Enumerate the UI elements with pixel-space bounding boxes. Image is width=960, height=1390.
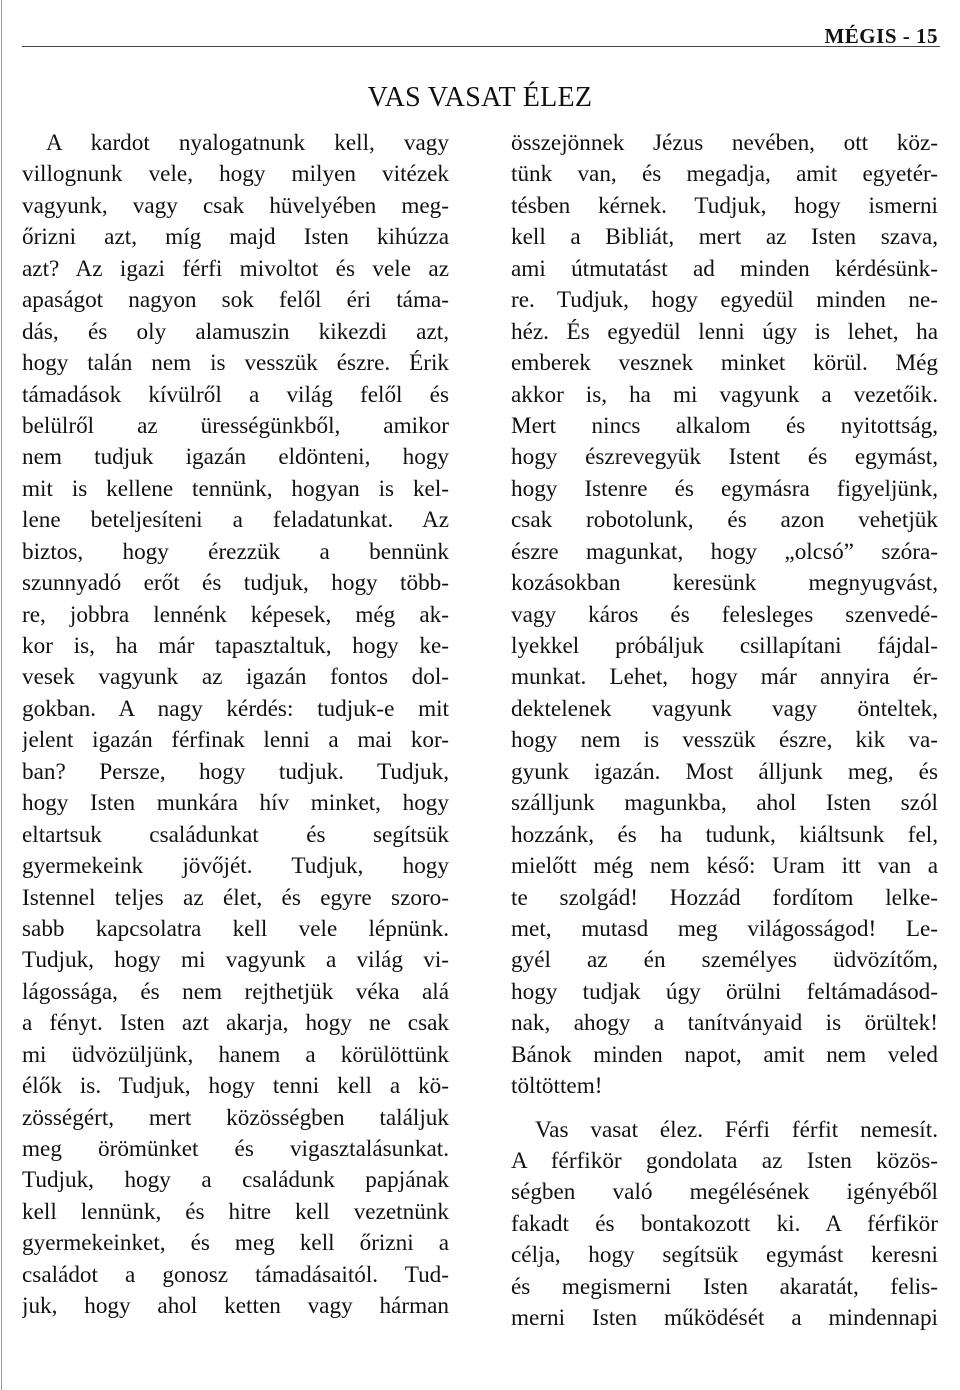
text-line: csak robotolunk, és azon vehetjük: [511, 507, 938, 534]
text-line: emberek vesznek minket körül. Még: [511, 350, 938, 377]
text-line: összejönnek Jézus nevében, ott köz-: [511, 130, 938, 156]
text-line: akkor is, ha mi vagyunk a vezetőik.: [511, 381, 938, 408]
text-line: támadások kívülről a világ felől és: [22, 381, 449, 408]
text-line: Tudjuk, hogy mi vagyunk a világ vi-: [22, 947, 449, 974]
text-line: munkat. Lehet, hogy már annyira ér-: [511, 664, 938, 691]
text-line: ségben való megélésének igényéből: [511, 1179, 938, 1206]
text-line: célja, hogy segítsük egymást keresni: [511, 1242, 938, 1269]
text-line: hogy észrevegyük Istent és egymást,: [511, 444, 938, 471]
text-line: őrizni azt, míg majd Isten kihúzza: [22, 224, 449, 251]
text-line: re. Tudjuk, hogy egyedül minden ne-: [511, 287, 938, 314]
text-line: tünk van, és megadja, amit egyetér-: [511, 161, 938, 188]
text-line: hogy talán nem is vesszük észre. Érik: [22, 350, 449, 377]
text-line: mit is kellene tennünk, hogyan is kel-: [22, 475, 449, 502]
text-line: juk, hogy ahol ketten vagy hárman: [22, 1293, 449, 1320]
text-line: belülről az ürességünkből, amikor: [22, 412, 449, 439]
text-line: szálljunk magunkba, ahol Isten szól: [511, 790, 938, 817]
text-line: merni Isten működését a mindennapi: [511, 1305, 938, 1332]
header-rule: [22, 46, 940, 47]
text-line: hogy Isten munkára hív minket, hogy: [22, 790, 449, 817]
text-line: ami útmutatást ad minden kérdésünk-: [511, 255, 938, 282]
text-line: ban? Persze, hogy tudjuk. Tudjuk,: [22, 758, 449, 785]
text-line: apaságot nagyon sok felől éri táma-: [22, 287, 449, 314]
text-line: met, mutasd meg világosságod! Le-: [511, 915, 938, 942]
text-line: kell lennünk, és hitre kell vezetnünk: [22, 1198, 449, 1225]
text-line: dektelenek vagyunk vagy önteltek,: [511, 695, 938, 722]
text-line: dás, és oly alamuszin kikezdi azt,: [22, 318, 449, 345]
running-head: MÉGIS - 15: [824, 24, 938, 48]
text-line: re, jobbra lennénk képesek, még ak-: [22, 601, 449, 628]
text-line: villognunk vele, hogy milyen vitézek: [22, 161, 449, 188]
text-line: hogy Istenre és egymásra figyeljünk,: [511, 475, 938, 502]
text-line: Istennel teljes az élet, és egyre szoro-: [22, 884, 449, 911]
text-line: biztos, hogy érezzük a bennünk: [22, 538, 449, 565]
text-line: meg örömünket és vigasztalásunkat.: [22, 1136, 449, 1162]
text-line: Tudjuk, hogy a családunk papjának: [22, 1167, 449, 1194]
text-line: nem tudjuk igazán eldönteni, hogy: [22, 444, 449, 471]
text-line: hogy tudjak úgy örülni feltámadásod-: [511, 978, 938, 1005]
text-line: te szolgád! Hozzád fordítom lelke-: [511, 884, 938, 911]
text-line: eltartsuk családunkat és segítsük: [22, 821, 449, 848]
text-line: nak, ahogy a tanítványaid is örültek!: [511, 1010, 938, 1037]
article-title: VAS VASAT ÉLEZ: [367, 82, 593, 113]
text-line: töltöttem!: [511, 1073, 603, 1100]
text-line: észre magunkat, hogy „olcsó” szóra-: [511, 538, 938, 565]
right-column: [511, 128, 938, 1335]
text-line: Vas vasat élez. Férfi férfit nemesít.: [535, 1116, 938, 1143]
text-line: kell a Bibliát, mert az Isten szava,: [511, 224, 938, 251]
text-line: Mert nincs alkalom és nyitottság,: [511, 412, 938, 439]
text-line: kozásokban keresünk megnyugvást,: [511, 570, 938, 597]
text-line: A kardot nyalogatnunk kell, vagy: [46, 130, 449, 156]
text-line: lyekkel próbáljuk csillapítani fájdal-: [511, 633, 938, 659]
text-line: vesek vagyunk az igazán fontos dol-: [22, 664, 449, 691]
text-line: élők is. Tudjuk, hogy tenni kell a kö-: [22, 1073, 449, 1100]
left-column: [22, 128, 449, 1323]
text-line: kor is, ha már tapasztaltuk, hogy ke-: [22, 633, 449, 659]
text-line: fakadt és bontakozott ki. A férfikör: [511, 1210, 938, 1237]
text-line: gokban. A nagy kérdés: tudjuk-e mit: [22, 695, 449, 722]
text-line: gyél az én személyes üdvözítőm,: [511, 947, 938, 974]
paragraph-gap: [511, 1103, 938, 1115]
page-edge-line: [1, 0, 2, 1390]
text-line: családot a gonosz támadásaitól. Tud-: [22, 1261, 449, 1288]
text-line: mielőtt még nem késő: Uram itt van a: [511, 853, 938, 880]
text-line: mi üdvözüljünk, hanem a körülöttünk: [22, 1041, 449, 1068]
text-line: gyermekeink jövőjét. Tudjuk, hogy: [22, 853, 449, 880]
text-line: jelent igazán férfinak lenni a mai kor-: [22, 727, 449, 754]
text-line: vagyunk, vagy csak hüvelyében meg-: [22, 192, 449, 219]
text-line: tésben kérnek. Tudjuk, hogy ismerni: [511, 192, 938, 219]
text-line: a fényt. Isten azt akarja, hogy ne csak: [22, 1010, 449, 1037]
text-line: Bánok minden napot, amit nem veled: [511, 1041, 938, 1068]
text-line: lágossága, és nem rejthetjük véka alá: [22, 978, 449, 1005]
text-line: hogy nem is vesszük észre, kik va-: [511, 727, 938, 754]
text-line: zösségért, mert közösségben találjuk: [22, 1104, 449, 1131]
text-line: szunnyadó erőt és tudjuk, hogy több-: [22, 570, 449, 597]
text-line: héz. És egyedül lenni úgy is lehet, ha: [511, 318, 938, 345]
text-line: vagy káros és felesleges szenvedé-: [511, 601, 938, 628]
text-line: gyunk igazán. Most álljunk meg, és: [511, 758, 938, 785]
text-line: A férfikör gondolata az Isten közös-: [511, 1148, 938, 1174]
text-line: azt? Az igazi férfi mivoltot és vele az: [22, 255, 449, 282]
text-line: gyermekeinket, és meg kell őrizni a: [22, 1230, 449, 1257]
text-line: sabb kapcsolatra kell vele lépnünk.: [22, 915, 449, 942]
text-line: lene beteljesíteni a feladatunkat. Az: [22, 507, 449, 534]
text-line: és megismerni Isten akaratát, felis-: [511, 1273, 938, 1300]
text-line: hozzánk, és ha tudunk, kiáltsunk fel,: [511, 821, 938, 848]
